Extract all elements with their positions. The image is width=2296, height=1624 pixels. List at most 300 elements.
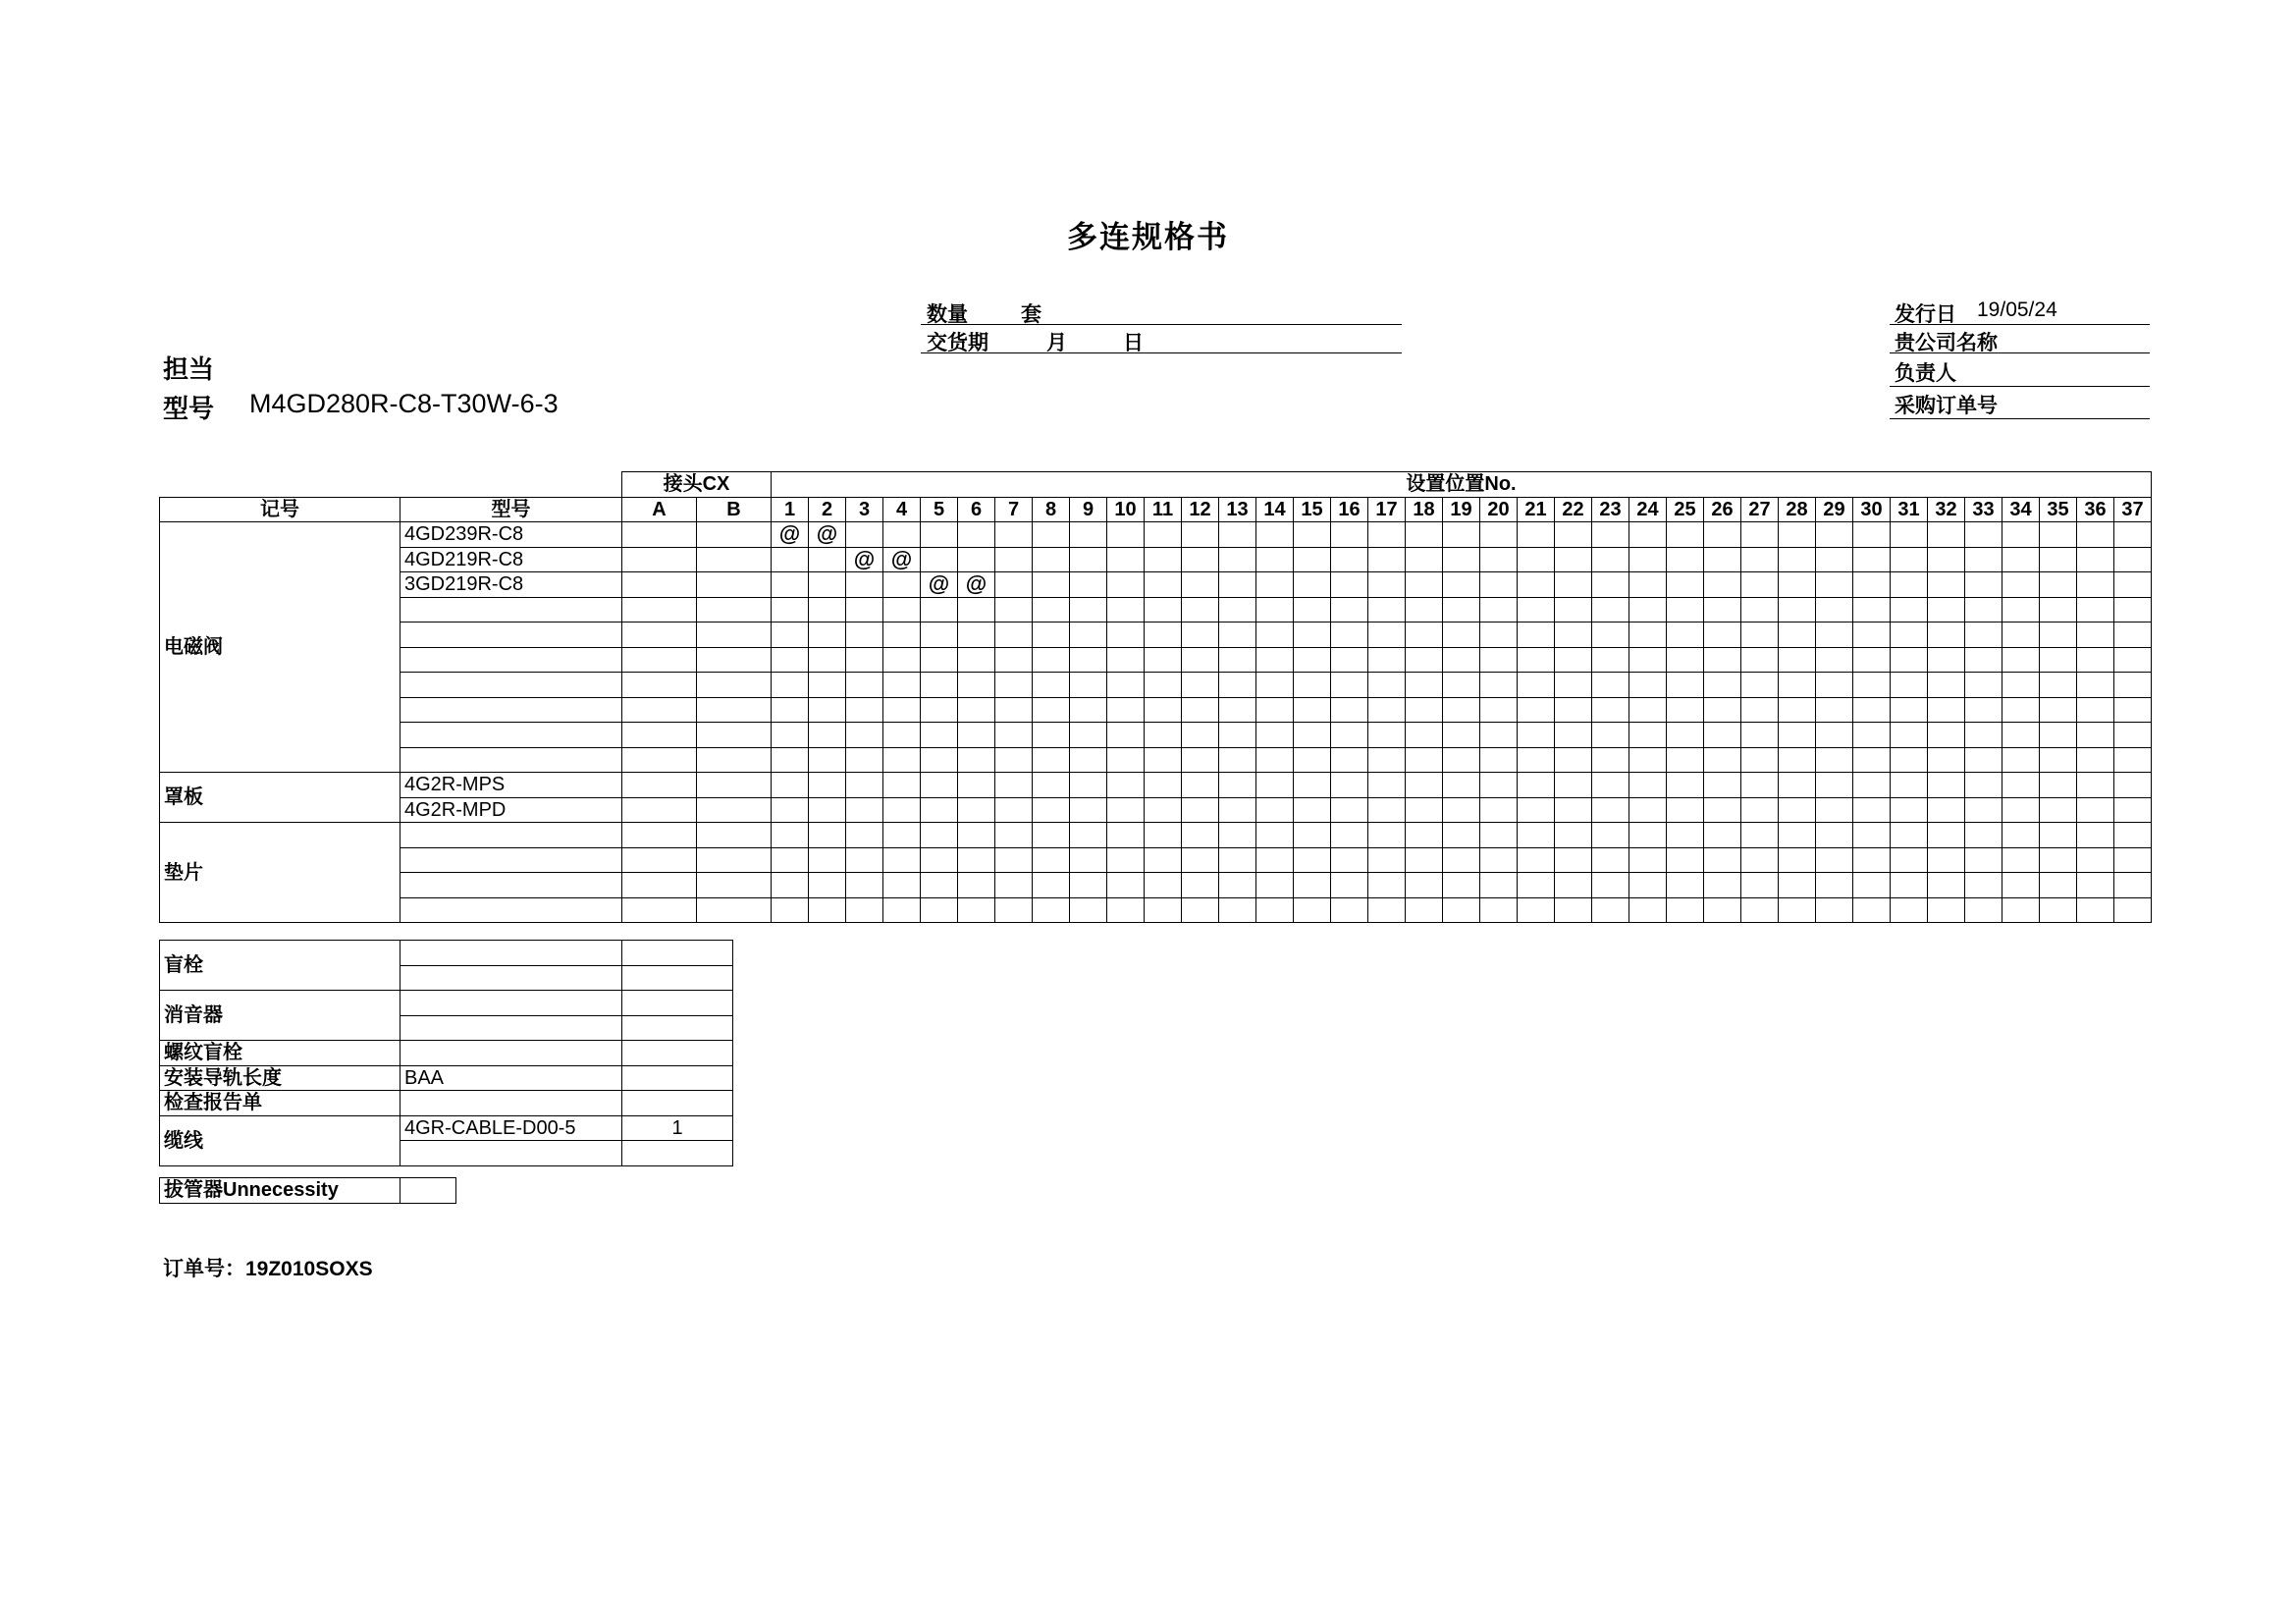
position-cell[interactable] xyxy=(1891,797,1928,823)
position-cell[interactable] xyxy=(958,847,995,873)
position-cell[interactable] xyxy=(1443,797,1480,823)
position-cell[interactable] xyxy=(995,823,1033,848)
position-cell[interactable] xyxy=(1145,897,1182,923)
position-cell[interactable] xyxy=(1741,873,1779,898)
connector-b-cell[interactable] xyxy=(697,647,772,673)
position-cell[interactable] xyxy=(1629,773,1667,798)
position-cell[interactable] xyxy=(2002,522,2040,548)
connector-a-cell[interactable] xyxy=(622,773,697,798)
blind-plug-qty-1[interactable] xyxy=(622,941,733,966)
position-cell[interactable] xyxy=(1033,623,1070,648)
position-cell[interactable] xyxy=(1368,723,1406,748)
position-cell[interactable] xyxy=(1853,747,1891,773)
position-cell[interactable] xyxy=(1480,897,1518,923)
position-cell[interactable] xyxy=(772,572,809,598)
position-cell[interactable] xyxy=(1555,597,1592,623)
position-cell[interactable] xyxy=(1555,673,1592,698)
position-cell[interactable] xyxy=(1518,873,1555,898)
position-cell[interactable] xyxy=(883,572,921,598)
position-cell[interactable] xyxy=(1406,572,1443,598)
position-cell[interactable] xyxy=(1629,597,1667,623)
position-cell[interactable] xyxy=(1853,522,1891,548)
position-cell[interactable] xyxy=(1816,597,1853,623)
position-cell[interactable] xyxy=(1368,747,1406,773)
position-cell[interactable] xyxy=(1368,572,1406,598)
position-cell[interactable] xyxy=(772,673,809,698)
position-cell[interactable] xyxy=(2114,897,2152,923)
position-cell[interactable] xyxy=(1853,623,1891,648)
position-cell[interactable] xyxy=(2077,897,2114,923)
position-cell[interactable] xyxy=(1070,873,1107,898)
position-cell[interactable] xyxy=(1965,773,2002,798)
position-cell[interactable] xyxy=(1331,773,1368,798)
position-cell[interactable] xyxy=(1219,873,1256,898)
position-cell[interactable] xyxy=(1480,572,1518,598)
position-cell[interactable] xyxy=(1256,723,1294,748)
position-cell[interactable] xyxy=(1741,847,1779,873)
position-cell[interactable] xyxy=(1443,697,1480,723)
position-cell[interactable] xyxy=(1368,697,1406,723)
position-cell[interactable] xyxy=(1891,823,1928,848)
position-cell[interactable] xyxy=(1741,823,1779,848)
connector-b-cell[interactable] xyxy=(697,723,772,748)
position-cell[interactable] xyxy=(1033,597,1070,623)
position-cell[interactable] xyxy=(1704,597,1741,623)
position-mark[interactable]: @ xyxy=(809,522,846,548)
position-cell[interactable] xyxy=(958,897,995,923)
position-cell[interactable] xyxy=(1704,773,1741,798)
position-cell[interactable] xyxy=(1294,797,1331,823)
position-cell[interactable] xyxy=(2002,623,2040,648)
position-cell[interactable] xyxy=(1033,697,1070,723)
position-cell[interactable] xyxy=(1555,723,1592,748)
position-cell[interactable] xyxy=(1741,572,1779,598)
position-cell[interactable] xyxy=(1070,647,1107,673)
connector-a-cell[interactable] xyxy=(622,597,697,623)
position-cell[interactable] xyxy=(1891,847,1928,873)
position-cell[interactable] xyxy=(1704,747,1741,773)
position-cell[interactable] xyxy=(1033,723,1070,748)
position-cell[interactable] xyxy=(1704,723,1741,748)
position-cell[interactable] xyxy=(1704,873,1741,898)
position-cell[interactable] xyxy=(1592,623,1629,648)
position-cell[interactable] xyxy=(2077,797,2114,823)
position-cell[interactable] xyxy=(1779,572,1816,598)
position-cell[interactable] xyxy=(1965,797,2002,823)
position-cell[interactable] xyxy=(1406,847,1443,873)
position-cell[interactable] xyxy=(1182,873,1219,898)
position-cell[interactable] xyxy=(1704,847,1741,873)
position-cell[interactable] xyxy=(1891,597,1928,623)
position-cell[interactable] xyxy=(1779,697,1816,723)
position-cell[interactable] xyxy=(1182,647,1219,673)
position-cell[interactable] xyxy=(809,547,846,572)
position-cell[interactable] xyxy=(1443,773,1480,798)
position-cell[interactable] xyxy=(846,897,883,923)
position-cell[interactable] xyxy=(883,823,921,848)
position-cell[interactable] xyxy=(1518,847,1555,873)
position-cell[interactable] xyxy=(1145,697,1182,723)
position-cell[interactable] xyxy=(921,797,958,823)
position-cell[interactable] xyxy=(1331,747,1368,773)
valve-model-cell[interactable] xyxy=(400,623,622,648)
position-cell[interactable] xyxy=(921,697,958,723)
position-cell[interactable] xyxy=(1853,873,1891,898)
position-cell[interactable] xyxy=(995,623,1033,648)
position-cell[interactable] xyxy=(1779,547,1816,572)
position-cell[interactable] xyxy=(1667,673,1704,698)
connector-b-cell[interactable] xyxy=(697,873,772,898)
position-cell[interactable] xyxy=(846,623,883,648)
position-cell[interactable] xyxy=(1480,597,1518,623)
position-cell[interactable] xyxy=(995,572,1033,598)
position-cell[interactable] xyxy=(995,547,1033,572)
position-cell[interactable] xyxy=(2002,673,2040,698)
position-cell[interactable] xyxy=(1331,697,1368,723)
position-cell[interactable] xyxy=(809,647,846,673)
connector-a-cell[interactable] xyxy=(622,522,697,548)
position-cell[interactable] xyxy=(1033,522,1070,548)
position-cell[interactable] xyxy=(883,797,921,823)
valve-model-cell[interactable]: 4GD219R-C8 xyxy=(400,547,622,572)
position-cell[interactable] xyxy=(1480,522,1518,548)
position-cell[interactable] xyxy=(772,697,809,723)
position-cell[interactable] xyxy=(1816,647,1853,673)
position-cell[interactable] xyxy=(772,773,809,798)
position-cell[interactable] xyxy=(958,623,995,648)
connector-a-cell[interactable] xyxy=(622,623,697,648)
position-cell[interactable] xyxy=(921,547,958,572)
position-cell[interactable] xyxy=(1816,697,1853,723)
valve-model-cell[interactable]: 3GD219R-C8 xyxy=(400,572,622,598)
position-cell[interactable] xyxy=(1107,623,1145,648)
connector-a-cell[interactable] xyxy=(622,897,697,923)
position-cell[interactable] xyxy=(1928,773,1965,798)
position-cell[interactable] xyxy=(1033,547,1070,572)
position-cell[interactable] xyxy=(1294,697,1331,723)
position-cell[interactable] xyxy=(1629,873,1667,898)
position-cell[interactable] xyxy=(1182,547,1219,572)
position-cell[interactable] xyxy=(1704,897,1741,923)
position-cell[interactable] xyxy=(1667,847,1704,873)
position-cell[interactable] xyxy=(1443,723,1480,748)
position-cell[interactable] xyxy=(1741,673,1779,698)
position-cell[interactable] xyxy=(846,773,883,798)
position-cell[interactable] xyxy=(995,697,1033,723)
position-cell[interactable] xyxy=(1518,623,1555,648)
position-cell[interactable] xyxy=(2114,597,2152,623)
position-cell[interactable] xyxy=(883,723,921,748)
position-cell[interactable] xyxy=(2114,673,2152,698)
position-cell[interactable] xyxy=(1891,897,1928,923)
position-cell[interactable] xyxy=(995,847,1033,873)
connector-b-cell[interactable] xyxy=(697,522,772,548)
position-cell[interactable] xyxy=(2077,873,2114,898)
position-cell[interactable] xyxy=(1368,547,1406,572)
position-cell[interactable] xyxy=(921,873,958,898)
position-cell[interactable] xyxy=(1891,673,1928,698)
position-cell[interactable] xyxy=(846,697,883,723)
position-cell[interactable] xyxy=(1592,797,1629,823)
position-cell[interactable] xyxy=(921,623,958,648)
position-cell[interactable] xyxy=(1368,897,1406,923)
position-cell[interactable] xyxy=(1667,873,1704,898)
position-cell[interactable] xyxy=(1070,847,1107,873)
position-cell[interactable] xyxy=(846,572,883,598)
thread-plug-qty[interactable] xyxy=(622,1041,733,1066)
position-cell[interactable] xyxy=(1294,597,1331,623)
position-cell[interactable] xyxy=(1107,747,1145,773)
position-cell[interactable] xyxy=(2040,597,2077,623)
position-cell[interactable] xyxy=(2002,723,2040,748)
position-cell[interactable] xyxy=(2002,773,2040,798)
position-cell[interactable] xyxy=(1891,873,1928,898)
position-cell[interactable] xyxy=(1331,597,1368,623)
position-cell[interactable] xyxy=(1853,797,1891,823)
position-cell[interactable] xyxy=(1779,773,1816,798)
position-cell[interactable] xyxy=(809,847,846,873)
position-cell[interactable] xyxy=(1294,847,1331,873)
cable-qty[interactable]: 1 xyxy=(622,1115,733,1141)
position-cell[interactable] xyxy=(2077,847,2114,873)
position-cell[interactable] xyxy=(2002,747,2040,773)
position-cell[interactable] xyxy=(1480,773,1518,798)
position-cell[interactable] xyxy=(1555,773,1592,798)
position-cell[interactable] xyxy=(1294,723,1331,748)
position-cell[interactable] xyxy=(1331,873,1368,898)
position-cell[interactable] xyxy=(2002,647,2040,673)
position-cell[interactable] xyxy=(1667,597,1704,623)
position-cell[interactable] xyxy=(1368,623,1406,648)
position-cell[interactable] xyxy=(883,623,921,648)
position-cell[interactable] xyxy=(1667,522,1704,548)
position-cell[interactable] xyxy=(1704,673,1741,698)
position-cell[interactable] xyxy=(1107,897,1145,923)
position-cell[interactable] xyxy=(995,522,1033,548)
position-cell[interactable] xyxy=(2114,547,2152,572)
position-cell[interactable] xyxy=(2077,572,2114,598)
position-cell[interactable] xyxy=(1816,723,1853,748)
position-cell[interactable] xyxy=(921,773,958,798)
position-cell[interactable] xyxy=(1816,897,1853,923)
position-cell[interactable] xyxy=(1070,897,1107,923)
position-cell[interactable] xyxy=(1891,572,1928,598)
position-cell[interactable] xyxy=(1406,897,1443,923)
position-cell[interactable] xyxy=(2114,823,2152,848)
inspection-qty[interactable] xyxy=(622,1091,733,1116)
position-cell[interactable] xyxy=(1891,747,1928,773)
position-cell[interactable] xyxy=(2114,747,2152,773)
position-cell[interactable] xyxy=(772,747,809,773)
position-cell[interactable] xyxy=(846,723,883,748)
position-cell[interactable] xyxy=(2002,597,2040,623)
position-cell[interactable] xyxy=(1256,623,1294,648)
position-cell[interactable] xyxy=(1070,522,1107,548)
position-cell[interactable] xyxy=(1592,597,1629,623)
position-cell[interactable] xyxy=(1518,897,1555,923)
position-cell[interactable] xyxy=(809,572,846,598)
position-cell[interactable] xyxy=(1070,723,1107,748)
position-cell[interactable] xyxy=(1704,823,1741,848)
connector-b-cell[interactable] xyxy=(697,623,772,648)
position-cell[interactable] xyxy=(1853,597,1891,623)
position-cell[interactable] xyxy=(1518,647,1555,673)
silencer-qty-2[interactable] xyxy=(622,1015,733,1041)
position-cell[interactable] xyxy=(1145,747,1182,773)
position-cell[interactable] xyxy=(846,873,883,898)
connector-a-cell[interactable] xyxy=(622,823,697,848)
position-cell[interactable] xyxy=(1779,797,1816,823)
puller-check[interactable] xyxy=(400,1178,456,1204)
position-cell[interactable] xyxy=(1443,647,1480,673)
position-cell[interactable] xyxy=(1107,597,1145,623)
position-cell[interactable] xyxy=(1107,847,1145,873)
position-cell[interactable] xyxy=(2114,847,2152,873)
position-cell[interactable] xyxy=(1592,873,1629,898)
position-cell[interactable] xyxy=(1145,647,1182,673)
connector-b-cell[interactable] xyxy=(697,897,772,923)
position-cell[interactable] xyxy=(1368,823,1406,848)
position-cell[interactable] xyxy=(1443,673,1480,698)
position-cell[interactable] xyxy=(1853,547,1891,572)
position-cell[interactable] xyxy=(1779,723,1816,748)
position-cell[interactable] xyxy=(1406,522,1443,548)
position-cell[interactable] xyxy=(1592,847,1629,873)
position-cell[interactable] xyxy=(809,673,846,698)
connector-a-cell[interactable] xyxy=(622,797,697,823)
position-cell[interactable] xyxy=(772,847,809,873)
position-cell[interactable] xyxy=(1965,747,2002,773)
position-cell[interactable] xyxy=(1629,547,1667,572)
position-cell[interactable] xyxy=(1518,522,1555,548)
position-cell[interactable] xyxy=(1592,547,1629,572)
connector-b-cell[interactable] xyxy=(697,797,772,823)
connector-b-cell[interactable] xyxy=(697,847,772,873)
position-cell[interactable] xyxy=(1033,823,1070,848)
position-cell[interactable] xyxy=(995,723,1033,748)
position-cell[interactable] xyxy=(1928,797,1965,823)
position-cell[interactable] xyxy=(2114,723,2152,748)
position-cell[interactable] xyxy=(1331,797,1368,823)
position-cell[interactable] xyxy=(1070,747,1107,773)
position-cell[interactable] xyxy=(846,673,883,698)
position-cell[interactable] xyxy=(883,522,921,548)
position-cell[interactable] xyxy=(772,897,809,923)
position-cell[interactable] xyxy=(1629,823,1667,848)
connector-a-cell[interactable] xyxy=(622,572,697,598)
position-cell[interactable] xyxy=(1928,647,1965,673)
position-cell[interactable] xyxy=(1070,773,1107,798)
position-cell[interactable] xyxy=(1070,673,1107,698)
position-cell[interactable] xyxy=(1406,647,1443,673)
position-cell[interactable] xyxy=(2040,823,2077,848)
position-cell[interactable] xyxy=(2040,673,2077,698)
position-cell[interactable] xyxy=(1070,547,1107,572)
position-cell[interactable] xyxy=(958,873,995,898)
connector-b-cell[interactable] xyxy=(697,697,772,723)
position-cell[interactable] xyxy=(1928,623,1965,648)
blind-plug-model-1[interactable] xyxy=(400,941,622,966)
position-cell[interactable] xyxy=(1555,873,1592,898)
connector-a-cell[interactable] xyxy=(622,647,697,673)
position-cell[interactable] xyxy=(1033,647,1070,673)
position-cell[interactable] xyxy=(1555,547,1592,572)
position-cell[interactable] xyxy=(1107,773,1145,798)
position-cell[interactable] xyxy=(1741,597,1779,623)
position-cell[interactable] xyxy=(1928,847,1965,873)
position-cell[interactable] xyxy=(1667,797,1704,823)
position-cell[interactable] xyxy=(1741,522,1779,548)
position-cell[interactable] xyxy=(1891,647,1928,673)
position-cell[interactable] xyxy=(1779,873,1816,898)
position-cell[interactable] xyxy=(1592,673,1629,698)
position-cell[interactable] xyxy=(958,773,995,798)
position-cell[interactable] xyxy=(958,697,995,723)
position-cell[interactable] xyxy=(1182,597,1219,623)
position-cell[interactable] xyxy=(1779,623,1816,648)
position-cell[interactable] xyxy=(1256,847,1294,873)
position-cell[interactable] xyxy=(1182,823,1219,848)
position-cell[interactable] xyxy=(1816,747,1853,773)
position-cell[interactable] xyxy=(2040,697,2077,723)
position-cell[interactable] xyxy=(1182,797,1219,823)
position-cell[interactable] xyxy=(2114,773,2152,798)
position-cell[interactable] xyxy=(1070,597,1107,623)
valve-model-cell[interactable] xyxy=(400,647,622,673)
position-cell[interactable] xyxy=(2040,773,2077,798)
position-cell[interactable] xyxy=(772,823,809,848)
cable-model-2[interactable] xyxy=(400,1141,622,1166)
position-cell[interactable] xyxy=(1256,673,1294,698)
position-cell[interactable] xyxy=(1928,897,1965,923)
valve-model-cell[interactable] xyxy=(400,723,622,748)
position-cell[interactable] xyxy=(1107,572,1145,598)
position-cell[interactable] xyxy=(1294,897,1331,923)
connector-a-cell[interactable] xyxy=(622,673,697,698)
position-cell[interactable] xyxy=(1480,623,1518,648)
position-cell[interactable] xyxy=(1667,723,1704,748)
position-cell[interactable] xyxy=(1406,773,1443,798)
position-cell[interactable] xyxy=(1629,647,1667,673)
position-cell[interactable] xyxy=(883,647,921,673)
position-cell[interactable] xyxy=(1592,572,1629,598)
position-cell[interactable] xyxy=(1480,847,1518,873)
position-cell[interactable] xyxy=(995,597,1033,623)
position-cell[interactable] xyxy=(2040,647,2077,673)
position-cell[interactable] xyxy=(958,547,995,572)
position-cell[interactable] xyxy=(1331,647,1368,673)
position-cell[interactable] xyxy=(1928,823,1965,848)
cover-model-cell[interactable]: 4G2R-MPD xyxy=(400,797,622,823)
position-cell[interactable] xyxy=(1368,522,1406,548)
position-cell[interactable] xyxy=(1741,747,1779,773)
position-cell[interactable] xyxy=(1368,773,1406,798)
position-cell[interactable] xyxy=(1928,747,1965,773)
position-cell[interactable] xyxy=(1779,823,1816,848)
position-cell[interactable] xyxy=(1928,547,1965,572)
position-cell[interactable] xyxy=(995,673,1033,698)
position-cell[interactable] xyxy=(1555,897,1592,923)
position-cell[interactable] xyxy=(995,647,1033,673)
position-cell[interactable] xyxy=(1256,522,1294,548)
position-cell[interactable] xyxy=(1704,697,1741,723)
position-cell[interactable] xyxy=(1294,572,1331,598)
position-cell[interactable] xyxy=(1816,522,1853,548)
position-cell[interactable] xyxy=(921,673,958,698)
position-cell[interactable] xyxy=(1480,673,1518,698)
position-cell[interactable] xyxy=(1443,897,1480,923)
position-cell[interactable] xyxy=(1368,647,1406,673)
